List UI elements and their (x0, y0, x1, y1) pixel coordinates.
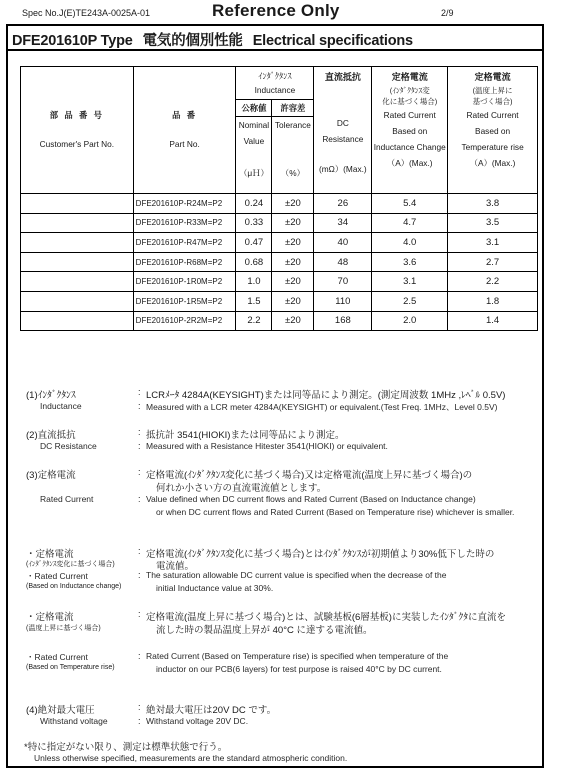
cell-customer (21, 291, 134, 311)
note-dc-text-jp: 抵抗計 3541(HIOKI)または同等品により測定。 (146, 430, 345, 441)
table-row (21, 213, 538, 233)
title-type: DFE201610P Type (12, 33, 133, 49)
header-rc2-sub2: 基づく場合) (472, 97, 513, 106)
document-title (12, 29, 423, 50)
cell-customer (21, 233, 134, 253)
cell-rc-temp: 2.2 (448, 272, 538, 292)
table-row (21, 311, 538, 331)
cell-customer (21, 252, 134, 272)
note-rct-sub: (温度上昇に基づく場合) (26, 625, 101, 632)
note-dc-text-en: Measured with a Resistance Hitester 3541(HIOKI) or equivalent. (146, 441, 388, 451)
cell-rc-temp: 3.1 (448, 233, 538, 253)
cell-rc-ind: 3.1 (372, 272, 448, 292)
note-rc-text-jp1: 定格電流(ｲﾝﾀﾞｸﾀﾝｽ変化に基づく場合)又は定格電流(温度上昇に基づく場合)の (146, 470, 473, 481)
header-nominal-en2: Value (243, 136, 265, 146)
header-inductance-jp: ｲﾝﾀﾞｸﾀﾝｽ (258, 71, 292, 81)
header-dc-en1: DC (336, 118, 349, 128)
note-rci-sub: (ｲﾝﾀﾞｸﾀﾝｽ変化に基づく場合) (26, 561, 115, 568)
header-rc2-en3: Temperature rise (461, 142, 524, 152)
note-colon: : (138, 609, 141, 619)
cell-part-no: DFE201610P-1R5M=P2 (133, 291, 236, 311)
note-rct-text-en1: Rated Current (Based on Temperature rise) is specified when temperature of the (146, 651, 449, 661)
note-rct-text-jp1: 定格電流(温度上昇に基づく場合)とは、試験基板(6層基板)に実装したｲﾝﾀﾞｸﾀに直流を (146, 612, 506, 623)
cell-tolerance: ±20 (272, 291, 314, 311)
header-dc-unit: (mΩ）(Max.) (318, 164, 367, 174)
title-bar (8, 26, 542, 51)
table-header-row-1 (21, 67, 538, 100)
cell-rc-ind: 2.0 (372, 311, 448, 331)
header-rc1-sub2: 化に基づく場合) (382, 97, 438, 106)
cell-rc-ind: 5.4 (372, 194, 448, 214)
cell-rc-ind: 3.6 (372, 252, 448, 272)
cell-nominal: 0.47 (236, 233, 272, 253)
cell-rc-ind: 4.0 (372, 233, 448, 253)
header-tolerance-en-text: Tolerance (274, 120, 311, 130)
note-colon: : (138, 387, 141, 397)
header-customer-part-en: Customer's Part No. (39, 139, 115, 149)
cell-tolerance: ±20 (272, 233, 314, 253)
cell-customer (21, 272, 134, 292)
note-rci-text-en1: The saturation allowable DC current value is specified when the decrease of the (146, 570, 447, 580)
cell-nominal: 2.2 (236, 311, 272, 331)
title-en: Electrical specifications (252, 33, 413, 49)
cell-dcr: 110 (314, 291, 372, 311)
header-nominal-unit: （μＨ） (239, 168, 269, 178)
cell-rc-temp: 3.5 (448, 213, 538, 233)
cell-customer (21, 213, 134, 233)
spec-table (20, 66, 538, 331)
cell-rc-temp: 2.7 (448, 252, 538, 272)
header-part-no-jp: 品 番 (172, 110, 197, 120)
header-rc2-en2: Based on (475, 126, 511, 136)
table-row (21, 291, 538, 311)
cell-nominal: 0.24 (236, 194, 272, 214)
note-rci-text-jp1: 定格電流(ｲﾝﾀﾞｸﾀﾝｽ変化に基づく場合)とはｲﾝﾀﾞｸﾀﾝｽが初期値より30%低下した時の (146, 549, 495, 560)
note-colon: : (138, 702, 141, 712)
header-dc-resistance (314, 67, 372, 194)
note-rct-en: ・Rated Current (26, 652, 88, 662)
table-row (21, 194, 538, 214)
header-nominal-en (236, 117, 272, 194)
cell-customer (21, 311, 134, 331)
note-dc-jp: (2)直流抵抗 (26, 430, 76, 441)
header-dc-en2: Resistance (322, 134, 364, 144)
spec-number: Spec No.J(E)TE243A-0025A-01 (22, 8, 151, 18)
cell-tolerance: ±20 (272, 252, 314, 272)
cell-rc-ind: 4.7 (372, 213, 448, 233)
table-row (21, 252, 538, 272)
header-rated-current-ind (372, 67, 448, 194)
note-rc-text-en1: Value defined when DC current flows and Rated Current (Based on Inductance change) (146, 494, 476, 504)
header-rc1-en3: Inductance Change (373, 142, 446, 152)
cell-nominal: 1.0 (236, 272, 272, 292)
note-rci-en-sub: (Based on Inductance change) (26, 583, 122, 590)
footer-note-en: Unless otherwise specified, measurements are the standard atmospheric condition. (34, 753, 348, 763)
cell-nominal: 0.33 (236, 213, 272, 233)
note-colon: : (138, 441, 141, 451)
header-part-no (133, 67, 236, 194)
note-rct-text-en2: inductor on our PCB(6 layers) for test purpose is raised 40°C by DC current. (156, 664, 442, 674)
header-nominal-jp: 公称値 (236, 100, 272, 117)
note-inductance-text-en: Measured with a LCR meter 4284A(KEYSIGHT) or equivalent.(Test Freq. 1MHz、Level 0.5V) (146, 402, 498, 412)
cell-part-no: DFE201610P-R33M=P2 (133, 213, 236, 233)
header-inductance-en: Inductance (254, 85, 296, 95)
note-rci-text-jp2: 電流値。 (156, 561, 195, 572)
note-colon: : (138, 467, 141, 477)
cell-nominal: 0.68 (236, 252, 272, 272)
note-rct-jp: ・定格電流 (26, 612, 74, 623)
header-rc1-unit: （A）(Max.) (386, 158, 433, 168)
cell-rc-temp: 3.8 (448, 194, 538, 214)
note-wv-text-jp: 絶対最大電圧は20V DC です。 (146, 705, 277, 716)
cell-rc-temp: 1.4 (448, 311, 538, 331)
note-colon: : (138, 494, 141, 504)
cell-customer (21, 194, 134, 214)
header-tolerance-unit: （%） (280, 168, 305, 178)
cell-part-no: DFE201610P-R47M=P2 (133, 233, 236, 253)
header-rc1-en2: Based on (392, 126, 428, 136)
header-inductance (236, 67, 314, 100)
header-rc2-jp: 定格電流 (474, 72, 511, 82)
note-rci-jp: ・定格電流 (26, 549, 74, 560)
note-colon: : (138, 716, 141, 726)
header-nominal-en1: Nominal (238, 120, 270, 130)
note-rci-en: ・Rated Current (26, 571, 88, 581)
cell-rc-temp: 1.8 (448, 291, 538, 311)
spec-frame (6, 24, 544, 768)
cell-part-no: DFE201610P-2R2M=P2 (133, 311, 236, 331)
cell-dcr: 70 (314, 272, 372, 292)
header-rc1-sub1: (ｲﾝﾀﾞｸﾀﾝｽ変 (389, 86, 430, 95)
cell-nominal: 1.5 (236, 291, 272, 311)
note-rc-text-en2: or when DC current flows and Rated Current (Based on Temperature rise) whichever is smaller. (156, 507, 515, 517)
note-wv-text-en: Withstand voltage 20V DC. (146, 716, 249, 726)
header-rc2-unit: （A）(Max.) (469, 158, 516, 168)
note-dc-en: DC Resistance (40, 441, 97, 451)
table-row (21, 272, 538, 292)
note-rct-text-jp2: 流した時の製品温度上昇が 40°C に達する電流値。 (156, 625, 373, 636)
reference-only-label: Reference Only (212, 1, 340, 20)
note-rci-text-en2: initial Inductance value at 30%. (156, 583, 274, 593)
note-colon: : (138, 427, 141, 437)
header-tolerance-jp: 許容差 (272, 100, 314, 117)
footer-note-jp: *特に指定がない限り、測定は標準状態で行う。 (24, 742, 228, 753)
cell-part-no: DFE201610P-R24M=P2 (133, 194, 236, 214)
note-rc-en: Rated Current (40, 494, 94, 504)
cell-tolerance: ±20 (272, 311, 314, 331)
note-rc-jp: (3)定格電流 (26, 470, 76, 481)
header-tolerance-en (272, 117, 314, 194)
cell-dcr: 34 (314, 213, 372, 233)
note-inductance-text-jp: LCRﾒｰﾀ 4284A(KEYSIGHT)または同等品により測定。(測定周波数 1MHz ,ﾚﾍﾞﾙ 0.5V) (146, 390, 506, 401)
header-rc1-en1: Rated Current (383, 110, 436, 120)
header-customer-part-jp: 部 品 番 号 (49, 110, 104, 120)
cell-dcr: 26 (314, 194, 372, 214)
cell-dcr: 48 (314, 252, 372, 272)
note-inductance-jp: (1)ｲﾝﾀﾞｸﾀﾝｽ (26, 390, 76, 401)
cell-part-no: DFE201610P-1R0M=P2 (133, 272, 236, 292)
cell-tolerance: ±20 (272, 213, 314, 233)
cell-dcr: 168 (314, 311, 372, 331)
note-wv-en: Withstand voltage (40, 716, 108, 726)
table-row (21, 233, 538, 253)
title-jp: 電気的個別性能 (142, 33, 243, 49)
header-customer-part (21, 67, 134, 194)
note-colon: : (138, 570, 141, 580)
cell-dcr: 40 (314, 233, 372, 253)
header-rated-current-temp (448, 67, 538, 194)
note-inductance-en: Inductance (40, 401, 82, 411)
cell-part-no: DFE201610P-R68M=P2 (133, 252, 236, 272)
header-rc2-en1: Rated Current (466, 110, 519, 120)
note-colon: : (138, 651, 141, 661)
note-rc-text-jp2: 何れか小さい方の直流電流値とします。 (156, 483, 327, 494)
header-rc1-jp: 定格電流 (391, 72, 428, 82)
cell-rc-ind: 2.5 (372, 291, 448, 311)
header-dc-jp: 直流抵抗 (324, 72, 361, 82)
note-wv-jp: (4)絶対最大電圧 (26, 705, 95, 716)
note-colon: : (138, 546, 141, 556)
note-colon: : (138, 401, 141, 411)
cell-tolerance: ±20 (272, 194, 314, 214)
header-rc2-sub1: (温度上昇に (472, 86, 513, 95)
page-header (0, 0, 572, 24)
cell-tolerance: ±20 (272, 272, 314, 292)
header-part-no-en: Part No. (169, 139, 200, 149)
note-rct-en-sub: (Based on Temperature rise) (26, 664, 115, 671)
page-number: 2/9 (441, 8, 454, 18)
